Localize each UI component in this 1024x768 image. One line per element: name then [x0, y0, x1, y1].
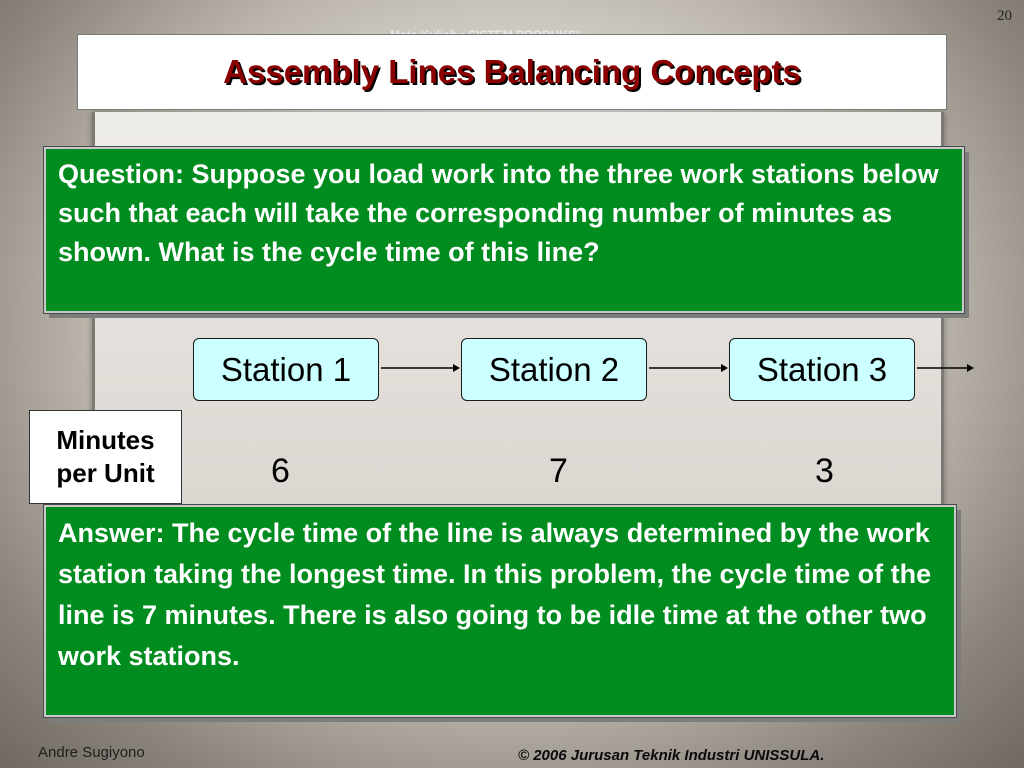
station-2-box: Station 2 [461, 338, 647, 401]
title-box [77, 34, 947, 110]
page-number: 20 [997, 8, 1012, 24]
answer-box: Answer: The cycle time of the line is always determined by the work station taking the longest time. In this problem, the cycle time of the line is 7 minutes. There is also going to be idle time at the other two work stations. [44, 505, 956, 717]
station-2-minutes: 7 [549, 452, 568, 490]
arrow-icon-station1-to-2 [379, 360, 461, 376]
arrow-icon-station2-to-3 [647, 360, 729, 376]
station-1-minutes: 6 [271, 452, 290, 490]
minutes-label-line1: Minutes [56, 425, 155, 455]
minutes-per-unit-label [29, 410, 182, 504]
station-1-box: Station 1 [193, 338, 379, 401]
minutes-label-line2: per Unit [56, 458, 155, 488]
question-box: Question: Suppose you load work into the three work stations below such that each will take the corresponding number of minutes as shown. What is the cycle time of this line? [44, 147, 964, 313]
footer-author: Andre Sugiyono [38, 744, 145, 761]
station-3-minutes: 3 [815, 452, 834, 490]
footer-copyright: © 2006 Jurusan Teknik Industri UNISSULA. [518, 747, 825, 764]
station-3-box: Station 3 [729, 338, 915, 401]
slide-title: Assembly Lines Balancing Concepts [223, 53, 801, 90]
arrow-icon-station3-out [915, 360, 975, 376]
